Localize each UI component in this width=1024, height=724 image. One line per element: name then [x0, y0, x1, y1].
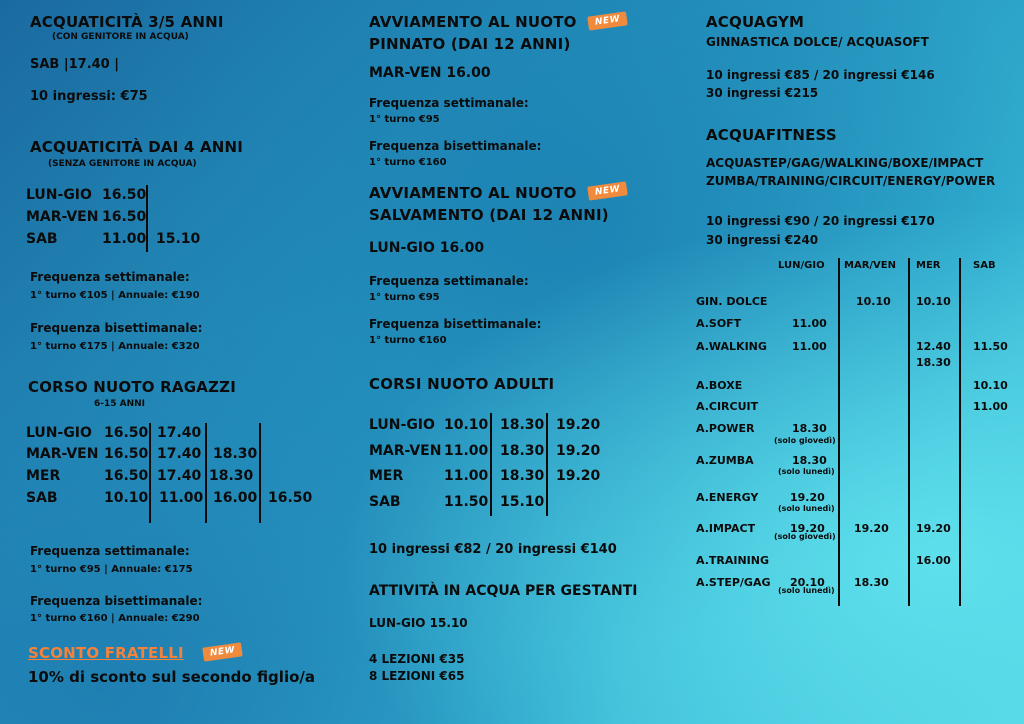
subtitle-con-genitore: (CON GENITORE IN ACQUA) [52, 32, 189, 42]
freq-label: Frequenza bisettimanale: [369, 317, 542, 331]
schedule-time: 11.00 [102, 231, 147, 247]
row-time: 11.00 [973, 400, 1008, 413]
schedule-time: 11.00 [444, 443, 489, 459]
schedule-time: 19.20 [556, 468, 601, 484]
row-name: GIN. DOLCE [696, 295, 768, 308]
schedule-day: SAB [26, 231, 58, 247]
schedule-time: 16.50 [104, 425, 149, 441]
time-sab: SAB |17.40 | [30, 57, 120, 72]
freq-label: Frequenza settimanale: [369, 96, 529, 110]
title-corso-ragazzi: CORSO NUOTO RAGAZZI [28, 378, 236, 396]
schedule-time: 19.20 [556, 443, 601, 459]
schedule-time: 16.50 [104, 446, 149, 462]
row-name: A.CIRCUIT [696, 400, 759, 413]
table-divider [546, 413, 548, 516]
row-note: (solo giovedì) [774, 436, 836, 445]
row-time: 20.10 [790, 576, 825, 589]
schedule-time: 15.10 [156, 231, 201, 247]
price-10-ingressi: 10 ingressi: €75 [30, 89, 148, 104]
schedule-day: LUN-GIO [369, 417, 435, 433]
time-lun-gio: LUN-GIO 16.00 [369, 240, 485, 256]
freq-value: 1° turno €175 | Annuale: €320 [30, 341, 200, 352]
sconto-text: 10% di sconto sul secondo figlio/a [28, 668, 315, 686]
schedule-time: 18.30 [500, 468, 545, 484]
freq-label: Frequenza settimanale: [30, 270, 190, 284]
table-divider [146, 185, 148, 252]
schedule-day: MER [369, 468, 404, 484]
subtitle-acquafitness-1: ACQUASTEP/GAG/WALKING/BOXE/IMPACT [706, 156, 984, 170]
schedule-time: 17.40 [157, 446, 202, 462]
col-header: SAB [973, 260, 996, 271]
price-acquagym-2: 30 ingressi €215 [706, 86, 819, 100]
freq-label: Frequenza bisettimanale: [369, 139, 542, 153]
row-name: A.TRAINING [696, 554, 770, 567]
price-acquafitness-2: 30 ingressi €240 [706, 233, 819, 247]
row-time: 19.20 [790, 522, 825, 535]
schedule-time: 17.40 [157, 425, 202, 441]
title-pinnato-1: AVVIAMENTO AL NUOTO [369, 13, 577, 31]
schedule-time: 18.30 [213, 446, 258, 462]
schedule-time: 18.30 [500, 443, 545, 459]
row-note: (solo lunedì) [778, 586, 835, 595]
new-badge: NEW [202, 642, 243, 661]
row-name: A.POWER [696, 422, 755, 435]
schedule-day: MER [26, 468, 61, 484]
schedule-day: LUN-GIO [26, 187, 92, 203]
schedule-time: 16.50 [102, 209, 147, 225]
row-name: A.ENERGY [696, 491, 759, 504]
freq-label: Frequenza settimanale: [369, 274, 529, 288]
schedule-time: 11.00 [444, 468, 489, 484]
row-name: A.SOFT [696, 317, 742, 330]
time-mar-ven: MAR-VEN 16.00 [369, 65, 491, 81]
row-time: 10.10 [973, 379, 1008, 392]
title-gestanti: ATTIVITÀ IN ACQUA PER GESTANTI [369, 583, 638, 599]
freq-label: Frequenza settimanale: [30, 544, 190, 558]
row-note: (solo giovedì) [774, 532, 836, 541]
title-pinnato-2: PINNATO (DAI 12 ANNI) [369, 35, 571, 53]
title-acquagym: ACQUAGYM [706, 13, 805, 31]
schedule-time: 16.00 [213, 490, 258, 506]
price-4-lezioni: 4 LEZIONI €35 [369, 652, 465, 666]
freq-label: Frequenza bisettimanale: [30, 321, 203, 335]
sconto-title: SCONTO FRATELLI [28, 644, 184, 662]
schedule-time: 18.30 [209, 468, 254, 484]
row-time: 19.20 [916, 522, 951, 535]
table-divider [959, 258, 961, 606]
title-corsi-adulti: CORSI NUOTO ADULTI [369, 375, 555, 393]
subtitle-acquagym: GINNASTICA DOLCE/ ACQUASOFT [706, 35, 929, 49]
table-divider [908, 258, 910, 606]
col-header: MAR/VEN [844, 260, 896, 271]
schedule-time: 19.20 [556, 417, 601, 433]
title-acquafitness: ACQUAFITNESS [706, 126, 837, 144]
schedule-day: SAB [26, 490, 58, 506]
freq-label: Frequenza bisettimanale: [30, 594, 203, 608]
row-time: 11.00 [792, 317, 827, 330]
row-note: (solo lunedì) [778, 504, 835, 513]
schedule-time: 16.50 [102, 187, 147, 203]
row-time: 19.20 [790, 491, 825, 504]
col-header: LUN/GIO [778, 260, 825, 271]
freq-value: 1° turno €105 | Annuale: €190 [30, 290, 200, 301]
row-name: A.IMPACT [696, 522, 756, 535]
new-badge: NEW [587, 11, 628, 30]
schedule-day: SAB [369, 494, 401, 510]
schedule-time: 15.10 [500, 494, 545, 510]
row-time: 11.50 [973, 340, 1008, 353]
row-time: 18.30 [854, 576, 889, 589]
freq-value: 1° turno €95 | Annuale: €175 [30, 564, 193, 575]
schedule-day: MAR-VEN [26, 446, 99, 462]
freq-value: 1° turno €160 | Annuale: €290 [30, 613, 200, 624]
freq-value: 1° turno €160 [369, 157, 447, 168]
row-time: 10.10 [856, 295, 891, 308]
subtitle-senza-genitore: (SENZA GENITORE IN ACQUA) [48, 159, 197, 169]
row-time: 16.00 [916, 554, 951, 567]
row-time: 11.00 [792, 340, 827, 353]
schedule-time: 18.30 [500, 417, 545, 433]
row-time: 12.40 [916, 340, 951, 353]
row-name: A.WALKING [696, 340, 767, 353]
subtitle-eta: 6-15 ANNI [94, 399, 146, 409]
price-acquafitness-1: 10 ingressi €90 / 20 ingressi €170 [706, 214, 935, 228]
title-acquaticita-4: ACQUATICITÀ DAI 4 ANNI [30, 138, 244, 156]
title-acquaticita-3-5: ACQUATICITÀ 3/5 ANNI [30, 13, 224, 31]
row-note: (solo lunedì) [778, 467, 835, 476]
schedule-time: 11.50 [444, 494, 489, 510]
table-divider [259, 423, 261, 523]
schedule-time: 16.50 [268, 490, 313, 506]
table-divider [149, 423, 151, 523]
table-divider [205, 423, 207, 523]
time-gestanti: LUN-GIO 15.10 [369, 616, 468, 630]
schedule-time: 10.10 [104, 490, 149, 506]
schedule-time: 17.40 [157, 468, 202, 484]
row-time: 18.30 [916, 356, 951, 369]
row-name: A.STEP/GAG [696, 576, 771, 589]
row-time: 18.30 [792, 454, 827, 467]
row-name: A.ZUMBA [696, 454, 754, 467]
row-time: 19.20 [854, 522, 889, 535]
subtitle-acquafitness-2: ZUMBA/TRAINING/CIRCUIT/ENERGY/POWER [706, 174, 996, 188]
schedule-time: 11.00 [159, 490, 204, 506]
freq-value: 1° turno €160 [369, 335, 447, 346]
table-divider [838, 258, 840, 606]
price-acquagym-1: 10 ingressi €85 / 20 ingressi €146 [706, 68, 935, 82]
row-name: A.BOXE [696, 379, 743, 392]
freq-value: 1° turno €95 [369, 114, 440, 125]
price-adulti: 10 ingressi €82 / 20 ingressi €140 [369, 542, 617, 557]
title-salvamento-1: AVVIAMENTO AL NUOTO [369, 184, 577, 202]
schedule-day: MAR-VEN [26, 209, 99, 225]
schedule-day: LUN-GIO [26, 425, 92, 441]
row-time: 10.10 [916, 295, 951, 308]
col-header: MER [916, 260, 941, 271]
title-salvamento-2: SALVAMENTO (DAI 12 ANNI) [369, 206, 609, 224]
schedule-day: MAR-VEN [369, 443, 442, 459]
new-badge: NEW [587, 181, 628, 200]
schedule-time: 10.10 [444, 417, 489, 433]
schedule-time: 16.50 [104, 468, 149, 484]
row-time: 18.30 [792, 422, 827, 435]
freq-value: 1° turno €95 [369, 292, 440, 303]
table-divider [490, 413, 492, 516]
price-8-lezioni: 8 LEZIONI €65 [369, 669, 465, 683]
